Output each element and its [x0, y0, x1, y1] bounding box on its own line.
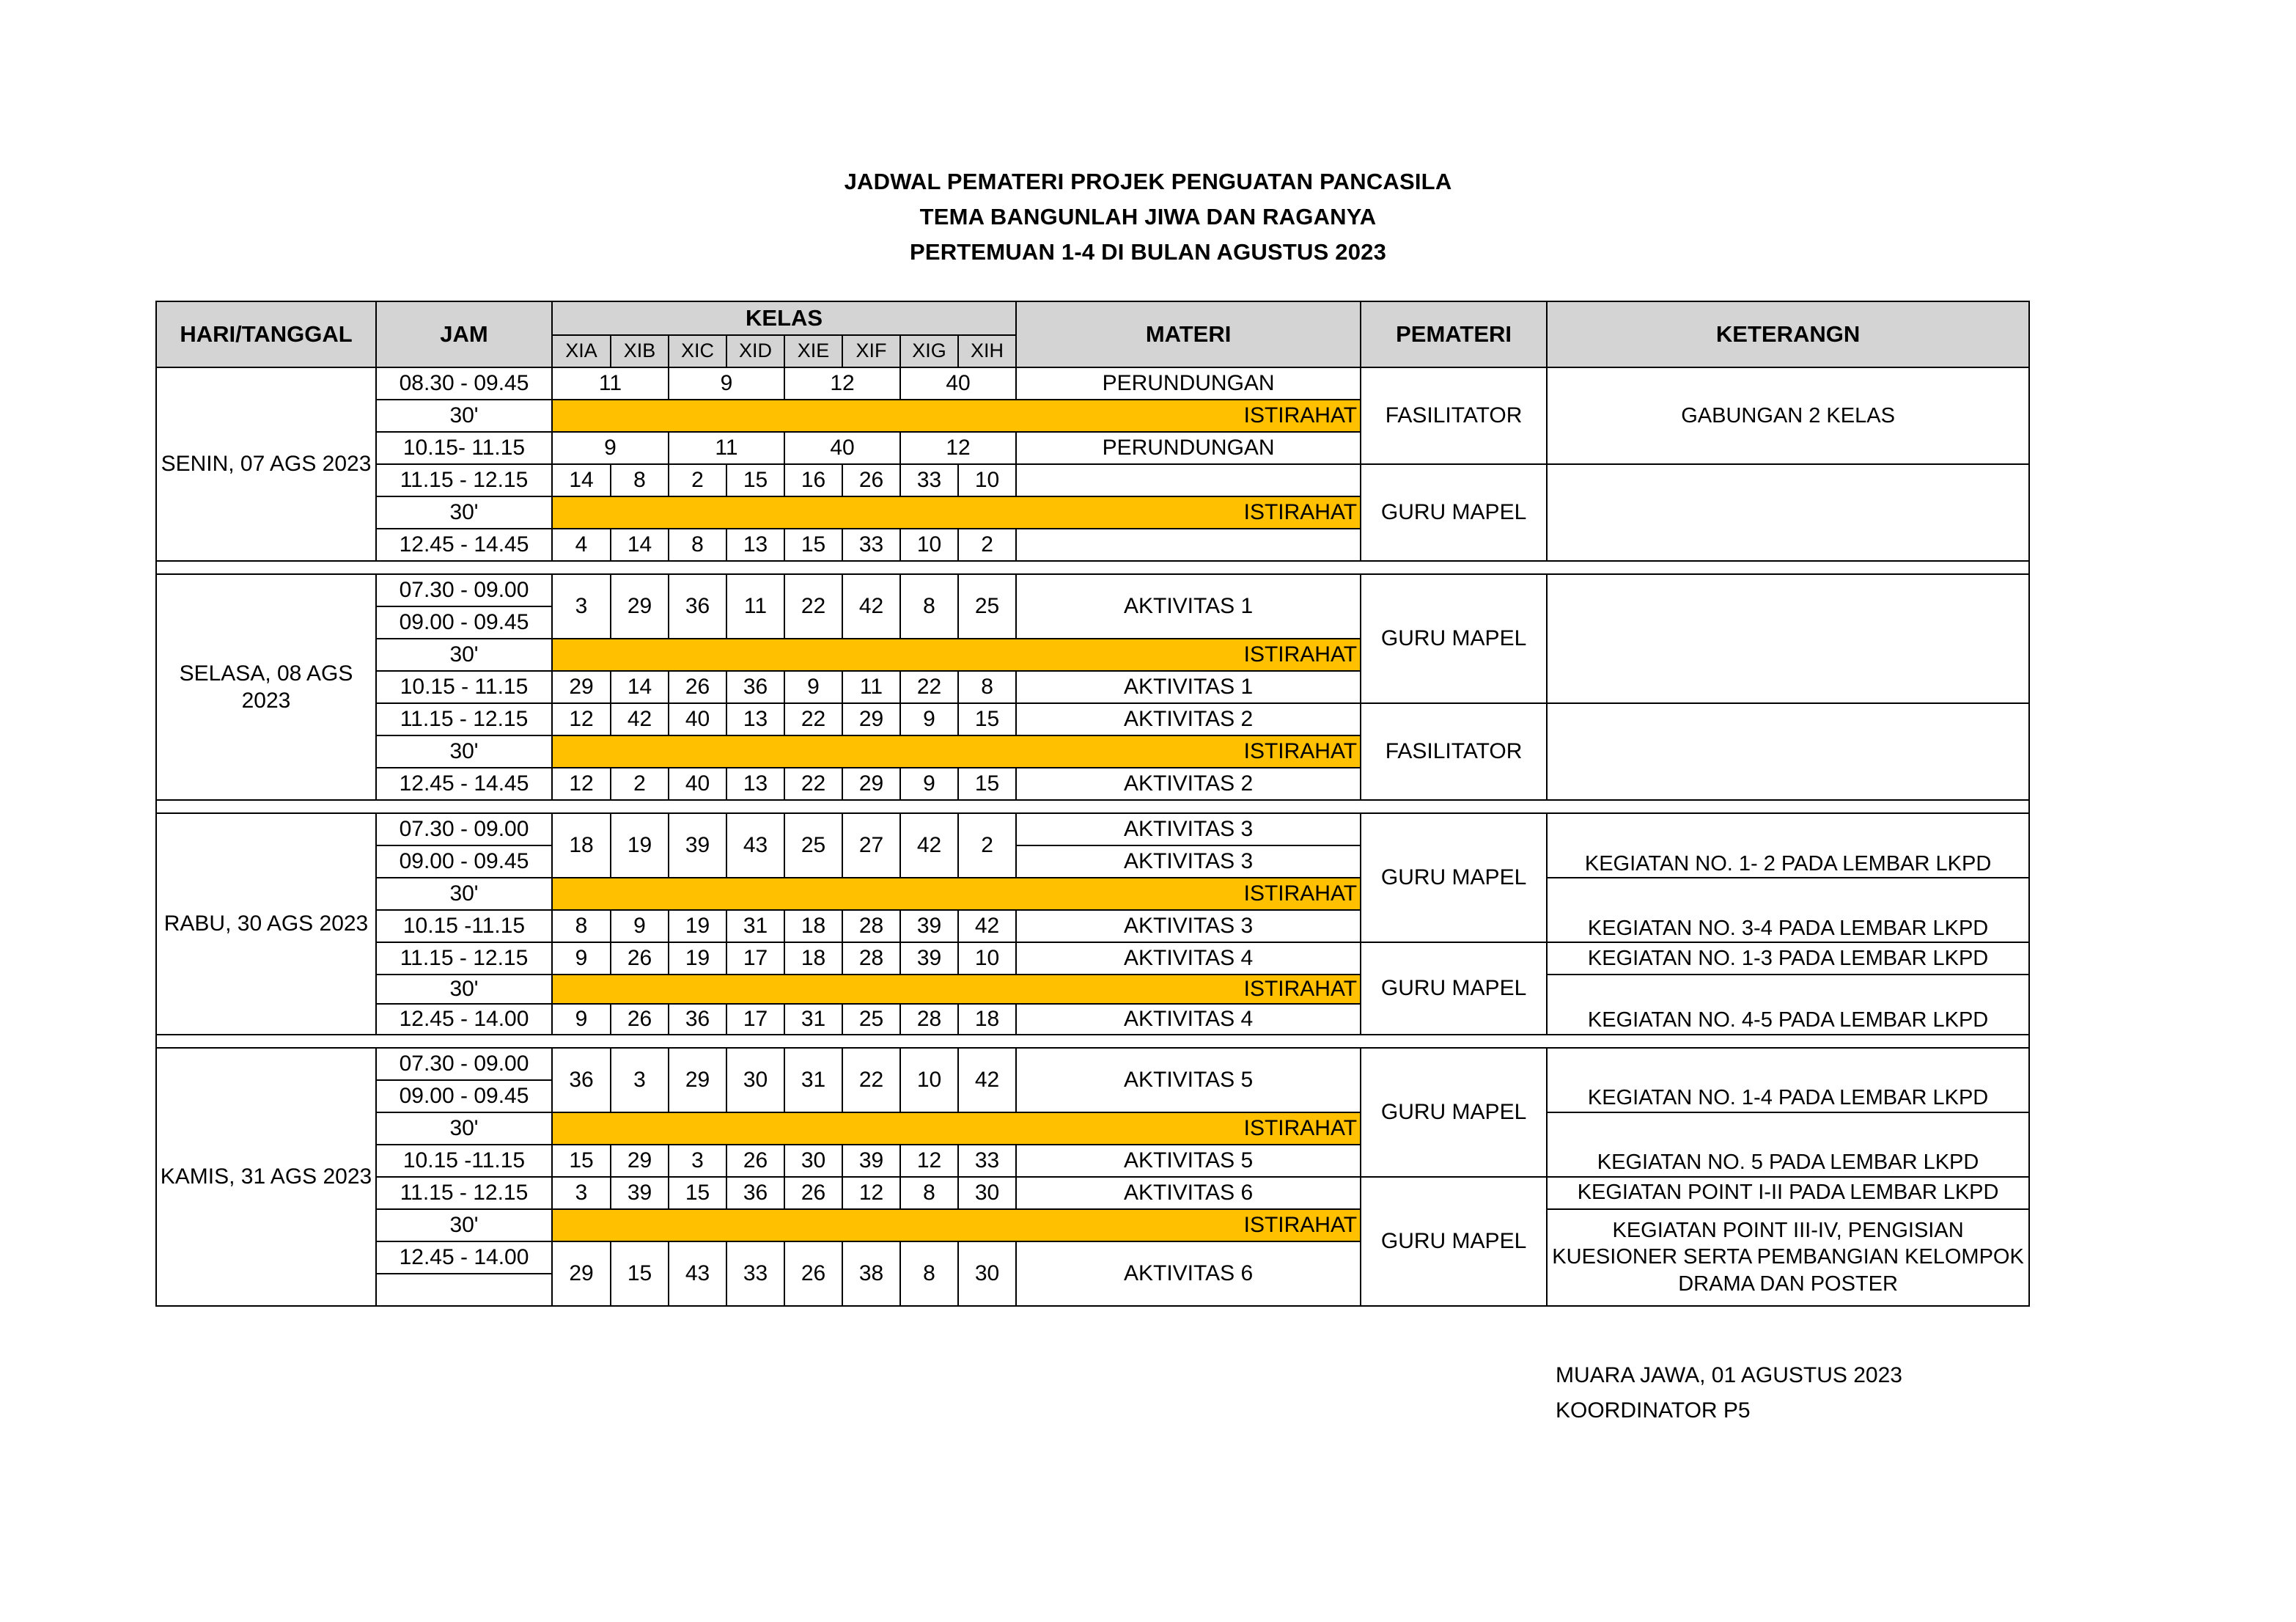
day-senin: SENIN, 07 AGS 2023: [156, 367, 376, 561]
class-value: 18: [552, 813, 611, 878]
pemateri-cell: GURU MAPEL: [1361, 942, 1547, 1035]
class-value: 30: [958, 1177, 1016, 1209]
break-band: ISTIRAHAT: [552, 975, 1361, 1004]
class-value: 29: [842, 703, 900, 735]
keterangan-cell: [1547, 464, 2029, 561]
class-value: 17: [726, 942, 784, 975]
place-date: MUARA JAWA, 01 AGUSTUS 2023: [1556, 1363, 1902, 1387]
materi-cell: PERUNDUNGAN: [1016, 367, 1361, 400]
class-value: 2: [958, 529, 1016, 561]
day-selasa: SELASA, 08 AGS 2023: [156, 574, 376, 800]
class-value: 17: [726, 1004, 784, 1035]
keterangan-cell: KEGIATAN NO. 1- 2 PADA LEMBAR LKPD: [1547, 813, 2029, 878]
class-value: 36: [726, 1177, 784, 1209]
keterangan-cell: KEGIATAN NO. 3-4 PADA LEMBAR LKPD: [1547, 878, 2029, 942]
keterangan-cell: [1547, 703, 2029, 800]
class-value: 33: [900, 464, 958, 496]
class-value: 15: [726, 464, 784, 496]
break-time: 30': [376, 639, 552, 671]
class-value: 15: [611, 1241, 669, 1306]
class-value: 10: [958, 942, 1016, 975]
break-band: ISTIRAHAT: [552, 735, 1361, 768]
class-value: 2: [611, 768, 669, 800]
time-cell: 09.00 - 09.45: [376, 606, 552, 639]
class-value: 8: [900, 1177, 958, 1209]
break-band: ISTIRAHAT: [552, 400, 1361, 432]
schedule-table: [155, 301, 2030, 1307]
class-value: 15: [669, 1177, 726, 1209]
class-value: 39: [669, 813, 726, 878]
break-time: 30': [376, 496, 552, 529]
separator: [156, 800, 2029, 813]
class-value: 36: [669, 574, 726, 639]
class-value: 30: [958, 1241, 1016, 1306]
class-value: 26: [842, 464, 900, 496]
class-value: 29: [552, 671, 611, 703]
keterangan-cell: KEGIATAN POINT III-IV, PENGISIAN KUESIONER SERTA PEMBANGIAN KELOMPOK DRAMA DAN POSTER: [1547, 1209, 2029, 1306]
signature-block: [1556, 1358, 1902, 1428]
break-time: 30': [376, 400, 552, 432]
class-value: 2: [958, 813, 1016, 878]
time-cell: 11.15 - 12.15: [376, 703, 552, 735]
group-cell: 9: [669, 367, 784, 400]
class-value: 3: [552, 1177, 611, 1209]
pemateri-cell: GURU MAPEL: [1361, 1177, 1547, 1306]
class-value: 39: [900, 942, 958, 975]
group-cell: 12: [900, 432, 1016, 464]
class-value: 43: [726, 813, 784, 878]
keterangan-cell: KEGIATAN NO. 1-4 PADA LEMBAR LKPD: [1547, 1048, 2029, 1112]
class-value: 36: [669, 1004, 726, 1035]
class-value: 33: [958, 1145, 1016, 1177]
class-value: 22: [784, 703, 842, 735]
class-value: 12: [900, 1145, 958, 1177]
class-value: 39: [842, 1145, 900, 1177]
class-value: 8: [611, 464, 669, 496]
class-value: 19: [669, 910, 726, 942]
class-value: 9: [552, 942, 611, 975]
coordinator-role: KOORDINATOR P5: [1556, 1398, 1751, 1423]
break-band: ISTIRAHAT: [552, 496, 1361, 529]
class-value: 8: [900, 1241, 958, 1306]
pemateri-cell: GURU MAPEL: [1361, 574, 1547, 703]
class-value: 31: [726, 910, 784, 942]
class-value: 40: [669, 768, 726, 800]
materi-cell: AKTIVITAS 4: [1016, 1004, 1361, 1035]
class-value: 8: [900, 574, 958, 639]
materi-cell: AKTIVITAS 6: [1016, 1241, 1361, 1306]
class-value: 42: [958, 910, 1016, 942]
class-value: 9: [900, 703, 958, 735]
class-xia: XIA: [552, 335, 611, 367]
class-value: 29: [842, 768, 900, 800]
pemateri-cell: FASILITATOR: [1361, 367, 1547, 464]
group-cell: 40: [900, 367, 1016, 400]
class-value: 28: [842, 942, 900, 975]
class-value: 26: [784, 1241, 842, 1306]
separator-row: [156, 1035, 2029, 1048]
break-band: ISTIRAHAT: [552, 639, 1361, 671]
materi-cell: AKTIVITAS 3: [1016, 813, 1361, 845]
time-cell: 07.30 - 09.00: [376, 1048, 552, 1080]
table-row: [156, 367, 2029, 400]
break-time: 30': [376, 1112, 552, 1145]
time-cell: 12.45 - 14.00: [376, 1004, 552, 1035]
class-value: 25: [784, 813, 842, 878]
class-value: 25: [842, 1004, 900, 1035]
class-value: 18: [784, 910, 842, 942]
class-value: 12: [842, 1177, 900, 1209]
class-value: 11: [726, 574, 784, 639]
class-value: 19: [669, 942, 726, 975]
time-cell: 10.15 - 11.15: [376, 671, 552, 703]
class-value: 26: [611, 1004, 669, 1035]
class-value: 2: [669, 464, 726, 496]
document-title: [0, 164, 2296, 270]
class-value: 36: [552, 1048, 611, 1112]
materi-cell: AKTIVITAS 5: [1016, 1145, 1361, 1177]
class-value: 9: [611, 910, 669, 942]
header-pemateri: PEMATERI: [1361, 301, 1547, 367]
time-cell: 09.00 - 09.45: [376, 1080, 552, 1112]
class-value: 29: [669, 1048, 726, 1112]
time-cell: 11.15 - 12.15: [376, 1177, 552, 1209]
materi-cell: AKTIVITAS 5: [1016, 1048, 1361, 1112]
table-row: [156, 942, 2029, 975]
class-value: 31: [784, 1004, 842, 1035]
class-value: 14: [611, 671, 669, 703]
break-row: [156, 1112, 2029, 1145]
class-value: 31: [784, 1048, 842, 1112]
class-xig: XIG: [900, 335, 958, 367]
class-value: 15: [552, 1145, 611, 1177]
materi-cell: [1016, 529, 1361, 561]
class-value: 15: [784, 529, 842, 561]
class-value: 9: [900, 768, 958, 800]
time-cell: 10.15- 11.15: [376, 432, 552, 464]
header-classes: KELAS: [552, 301, 1016, 335]
class-value: 30: [726, 1048, 784, 1112]
class-value: 14: [552, 464, 611, 496]
class-value: 15: [958, 703, 1016, 735]
class-value: 28: [900, 1004, 958, 1035]
class-value: 26: [726, 1145, 784, 1177]
header-time: JAM: [376, 301, 552, 367]
class-value: 26: [669, 671, 726, 703]
keterangan-cell: [1547, 574, 2029, 703]
class-value: 39: [900, 910, 958, 942]
class-value: 10: [958, 464, 1016, 496]
class-value: 10: [900, 1048, 958, 1112]
class-value: 42: [958, 1048, 1016, 1112]
group-cell: 11: [669, 432, 784, 464]
separator: [156, 561, 2029, 574]
class-value: 40: [669, 703, 726, 735]
class-value: 15: [958, 768, 1016, 800]
class-value: 8: [958, 671, 1016, 703]
materi-cell: AKTIVITAS 1: [1016, 671, 1361, 703]
class-xif: XIF: [842, 335, 900, 367]
class-value: 13: [726, 768, 784, 800]
class-value: 9: [784, 671, 842, 703]
time-cell: 10.15 -11.15: [376, 1145, 552, 1177]
class-xie: XIE: [784, 335, 842, 367]
pemateri-cell: GURU MAPEL: [1361, 464, 1547, 561]
table-row: [156, 574, 2029, 606]
table-row: [156, 1048, 2029, 1080]
class-value: 25: [958, 574, 1016, 639]
group-cell: 11: [552, 367, 669, 400]
class-xid: XID: [726, 335, 784, 367]
title-line-1: JADWAL PEMATERI PROJEK PENGUATAN PANCASILA: [844, 169, 1452, 194]
group-cell: 40: [784, 432, 900, 464]
class-value: 12: [552, 768, 611, 800]
break-band: ISTIRAHAT: [552, 1112, 1361, 1145]
class-value: 30: [784, 1145, 842, 1177]
class-value: 38: [842, 1241, 900, 1306]
table-row: [156, 703, 2029, 735]
break-row: [156, 878, 2029, 910]
class-value: 26: [611, 942, 669, 975]
time-cell: 08.30 - 09.45: [376, 367, 552, 400]
materi-cell: AKTIVITAS 1: [1016, 574, 1361, 639]
table-row: [156, 813, 2029, 845]
class-value: 26: [784, 1177, 842, 1209]
class-value: 22: [900, 671, 958, 703]
keterangan-cell: GABUNGAN 2 KELAS: [1547, 367, 2029, 464]
break-time: 30': [376, 1209, 552, 1241]
separator: [156, 1035, 2029, 1048]
table-row: [156, 464, 2029, 496]
time-cell: 12.45 - 14.45: [376, 529, 552, 561]
class-value: 12: [552, 703, 611, 735]
class-value: 13: [726, 529, 784, 561]
time-cell-empty: [376, 1274, 552, 1306]
class-value: 19: [611, 813, 669, 878]
title-line-3: PERTEMUAN 1-4 DI BULAN AGUSTUS 2023: [909, 239, 1387, 265]
materi-cell: AKTIVITAS 4: [1016, 942, 1361, 975]
class-value: 42: [842, 574, 900, 639]
day-kamis: KAMIS, 31 AGS 2023: [156, 1048, 376, 1306]
class-value: 42: [900, 813, 958, 878]
keterangan-cell: KEGIATAN NO. 4-5 PADA LEMBAR LKPD: [1547, 975, 2029, 1035]
day-rabu: RABU, 30 AGS 2023: [156, 813, 376, 1035]
break-band: ISTIRAHAT: [552, 1209, 1361, 1241]
time-cell: 11.15 - 12.15: [376, 464, 552, 496]
class-value: 22: [784, 574, 842, 639]
break-row: [156, 1209, 2029, 1241]
materi-cell: AKTIVITAS 3: [1016, 910, 1361, 942]
keterangan-cell: KEGIATAN NO. 5 PADA LEMBAR LKPD: [1547, 1112, 2029, 1177]
break-row: [156, 975, 2029, 1004]
time-cell: 12.45 - 14.00: [376, 1241, 552, 1274]
materi-cell: [1016, 464, 1361, 496]
break-band: ISTIRAHAT: [552, 878, 1361, 910]
class-value: 8: [552, 910, 611, 942]
class-value: 27: [842, 813, 900, 878]
class-value: 18: [784, 942, 842, 975]
materi-cell: AKTIVITAS 2: [1016, 703, 1361, 735]
class-value: 3: [552, 574, 611, 639]
class-value: 33: [842, 529, 900, 561]
class-value: 22: [842, 1048, 900, 1112]
class-value: 11: [842, 671, 900, 703]
class-xic: XIC: [669, 335, 726, 367]
class-value: 3: [669, 1145, 726, 1177]
header-keterangan: KETERANGN: [1547, 301, 2029, 367]
time-cell: 07.30 - 09.00: [376, 813, 552, 845]
class-value: 28: [842, 910, 900, 942]
separator-row: [156, 561, 2029, 574]
header-materi: MATERI: [1016, 301, 1361, 367]
time-cell: 10.15 -11.15: [376, 910, 552, 942]
class-value: 9: [552, 1004, 611, 1035]
materi-cell: AKTIVITAS 6: [1016, 1177, 1361, 1209]
class-value: 29: [611, 574, 669, 639]
class-value: 33: [726, 1241, 784, 1306]
time-cell: 12.45 - 14.45: [376, 768, 552, 800]
class-value: 22: [784, 768, 842, 800]
class-value: 42: [611, 703, 669, 735]
pemateri-cell: GURU MAPEL: [1361, 1048, 1547, 1177]
header-day: HARI/TANGGAL: [156, 301, 376, 367]
class-xib: XIB: [611, 335, 669, 367]
class-xih: XIH: [958, 335, 1016, 367]
time-cell: 11.15 - 12.15: [376, 942, 552, 975]
keterangan-cell: KEGIATAN POINT I-II PADA LEMBAR LKPD: [1547, 1177, 2029, 1209]
group-cell: 12: [784, 367, 900, 400]
table-row: [156, 1177, 2029, 1209]
class-value: 10: [900, 529, 958, 561]
class-value: 29: [611, 1145, 669, 1177]
class-value: 39: [611, 1177, 669, 1209]
materi-cell: AKTIVITAS 3: [1016, 845, 1361, 878]
pemateri-cell: GURU MAPEL: [1361, 813, 1547, 942]
class-value: 3: [611, 1048, 669, 1112]
class-value: 29: [552, 1241, 611, 1306]
class-value: 13: [726, 703, 784, 735]
break-time: 30': [376, 975, 552, 1004]
pemateri-cell: FASILITATOR: [1361, 703, 1547, 800]
class-value: 36: [726, 671, 784, 703]
materi-cell: AKTIVITAS 2: [1016, 768, 1361, 800]
time-cell: 09.00 - 09.45: [376, 845, 552, 878]
break-time: 30': [376, 878, 552, 910]
keterangan-cell: KEGIATAN NO. 1-3 PADA LEMBAR LKPD: [1547, 942, 2029, 975]
separator-row: [156, 800, 2029, 813]
class-value: 43: [669, 1241, 726, 1306]
header-row: [156, 301, 2029, 335]
group-cell: 9: [552, 432, 669, 464]
title-line-2: TEMA BANGUNLAH JIWA DAN RAGANYA: [919, 204, 1377, 230]
class-value: 14: [611, 529, 669, 561]
class-value: 18: [958, 1004, 1016, 1035]
class-value: 8: [669, 529, 726, 561]
class-value: 4: [552, 529, 611, 561]
materi-cell: PERUNDUNGAN: [1016, 432, 1361, 464]
time-cell: 07.30 - 09.00: [376, 574, 552, 606]
break-time: 30': [376, 735, 552, 768]
class-value: 16: [784, 464, 842, 496]
